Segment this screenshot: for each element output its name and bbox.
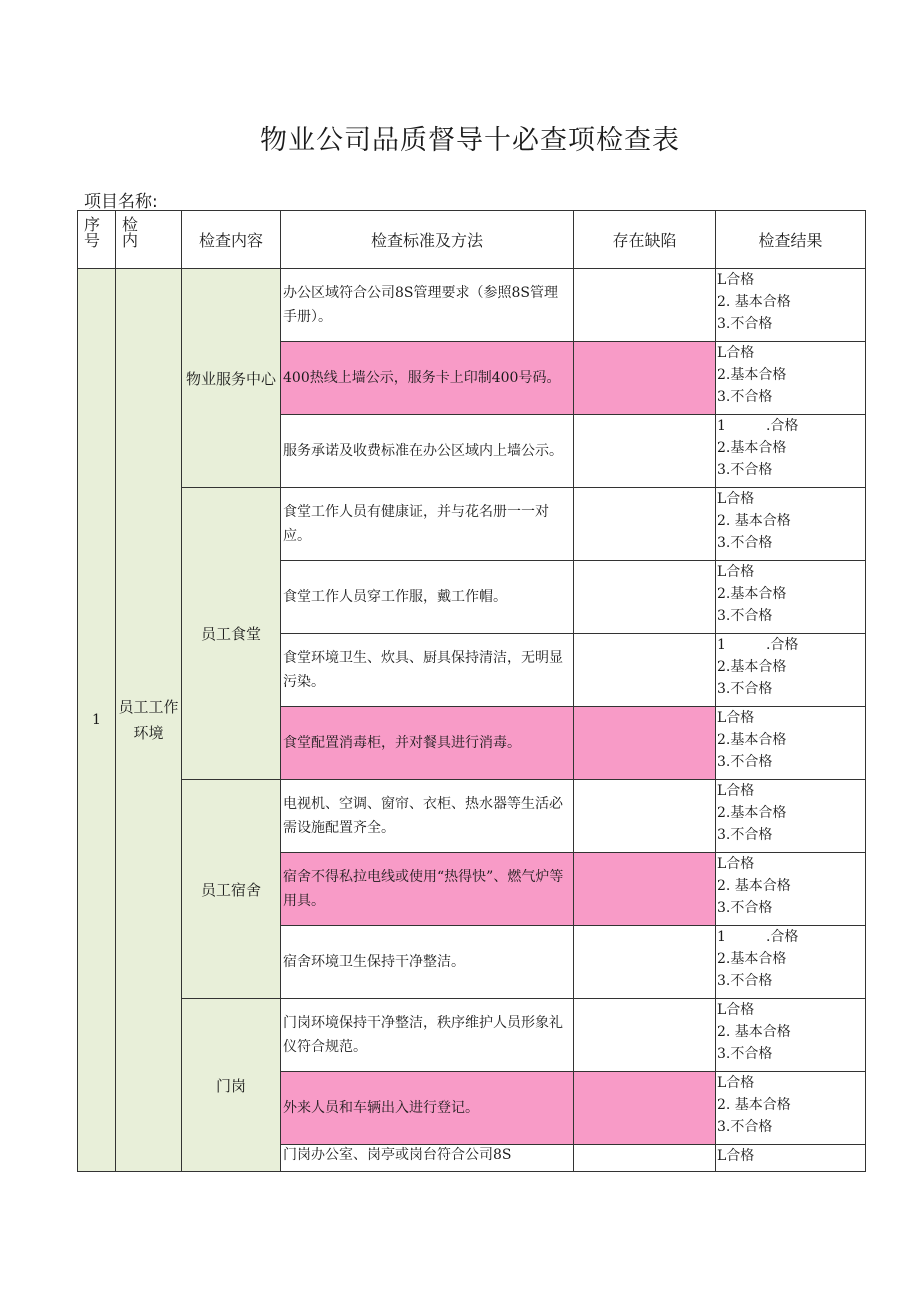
- standard-cell: 门岗环境保持干净整洁，秩序维护人员形象礼仪符合规范。: [281, 999, 574, 1072]
- defect-cell[interactable]: [574, 342, 716, 415]
- defect-cell[interactable]: [574, 707, 716, 780]
- defect-cell[interactable]: [574, 415, 716, 488]
- defect-cell[interactable]: [574, 488, 716, 561]
- standard-cell: 宿舍不得私拉电线或使用“热得快”、燃气炉等用具。: [281, 853, 574, 926]
- defect-cell[interactable]: [574, 926, 716, 999]
- group-service-center: 物业服务中心: [182, 269, 281, 488]
- header-defect: 存在缺陷: [574, 211, 716, 269]
- result-cell[interactable]: L合格 2. 基本合格 3.不合格: [716, 269, 866, 342]
- defect-cell[interactable]: [574, 1145, 716, 1172]
- header-area: 检 内: [116, 211, 182, 269]
- defect-cell[interactable]: [574, 780, 716, 853]
- result-cell[interactable]: L合格 2. 基本合格 3.不合格: [716, 488, 866, 561]
- defect-cell[interactable]: [574, 561, 716, 634]
- project-name-label: 项目名称:: [84, 192, 158, 212]
- standard-cell: 宿舍环境卫生保持干净整洁。: [281, 926, 574, 999]
- table-row: [78, 780, 866, 853]
- table-row: [78, 269, 866, 342]
- result-cell[interactable]: L合格 2. 基本合格 3.不合格: [716, 999, 866, 1072]
- result-cell[interactable]: 1 .合格 2.基本合格 3.不合格: [716, 634, 866, 707]
- result-cell[interactable]: L合格 2.基本合格 3.不合格: [716, 707, 866, 780]
- table-row: [78, 488, 866, 561]
- defect-cell[interactable]: [574, 269, 716, 342]
- table-row: [78, 999, 866, 1072]
- inspection-table: [77, 210, 866, 1172]
- result-cell[interactable]: L合格 2. 基本合格 3.不合格: [716, 1072, 866, 1145]
- page-title: 物业公司品质督导十必查项检查表: [260, 125, 680, 156]
- defect-cell[interactable]: [574, 1072, 716, 1145]
- group-gate: 门岗: [182, 999, 281, 1172]
- header-row: [78, 211, 866, 269]
- result-cell[interactable]: L合格 2.基本合格 3.不合格: [716, 342, 866, 415]
- standard-cell: 400热线上墙公示，服务卡上印制400号码。: [281, 342, 574, 415]
- standard-cell: 食堂配置消毒柜，并对餐具进行消毒。: [281, 707, 574, 780]
- result-cell[interactable]: L合格 2.基本合格 3.不合格: [716, 561, 866, 634]
- group-dormitory: 员工宿舍: [182, 780, 281, 999]
- row-number: 1: [78, 269, 116, 1172]
- area-name: 员工工作 环境: [116, 269, 182, 1172]
- standard-cell: 外来人员和车辆出入进行登记。: [281, 1072, 574, 1145]
- standard-cell: 食堂环境卫生、炊具、厨具保持清洁，无明显污染。: [281, 634, 574, 707]
- defect-cell[interactable]: [574, 853, 716, 926]
- standard-cell: 办公区域符合公司8S管理要求（参照8S管理手册）。: [281, 269, 574, 342]
- result-cell[interactable]: 1 .合格 2.基本合格 3.不合格: [716, 415, 866, 488]
- standard-cell: 服务承诺及收费标准在办公区域内上墙公示。: [281, 415, 574, 488]
- defect-cell[interactable]: [574, 999, 716, 1072]
- header-no: 序 号: [78, 211, 116, 269]
- header-content: 检查内容: [182, 211, 281, 269]
- standard-cell: 电视机、空调、窗帘、衣柜、热水器等生活必需设施配置齐全。: [281, 780, 574, 853]
- result-cell[interactable]: L合格 2. 基本合格 3.不合格: [716, 853, 866, 926]
- standard-cell: 食堂工作人员穿工作服，戴工作帽。: [281, 561, 574, 634]
- group-canteen: 员工食堂: [182, 488, 281, 780]
- header-standard: 检查标准及方法: [281, 211, 574, 269]
- result-cell[interactable]: 1 .合格 2.基本合格 3.不合格: [716, 926, 866, 999]
- standard-cell: 门岗办公室、岗亭或岗台符合公司8S: [281, 1145, 574, 1172]
- defect-cell[interactable]: [574, 634, 716, 707]
- header-result: 检查结果: [716, 211, 866, 269]
- standard-cell: 食堂工作人员有健康证，并与花名册一一对应。: [281, 488, 574, 561]
- result-cell[interactable]: L合格 2.基本合格 3.不合格: [716, 780, 866, 853]
- result-cell[interactable]: L合格: [716, 1145, 866, 1172]
